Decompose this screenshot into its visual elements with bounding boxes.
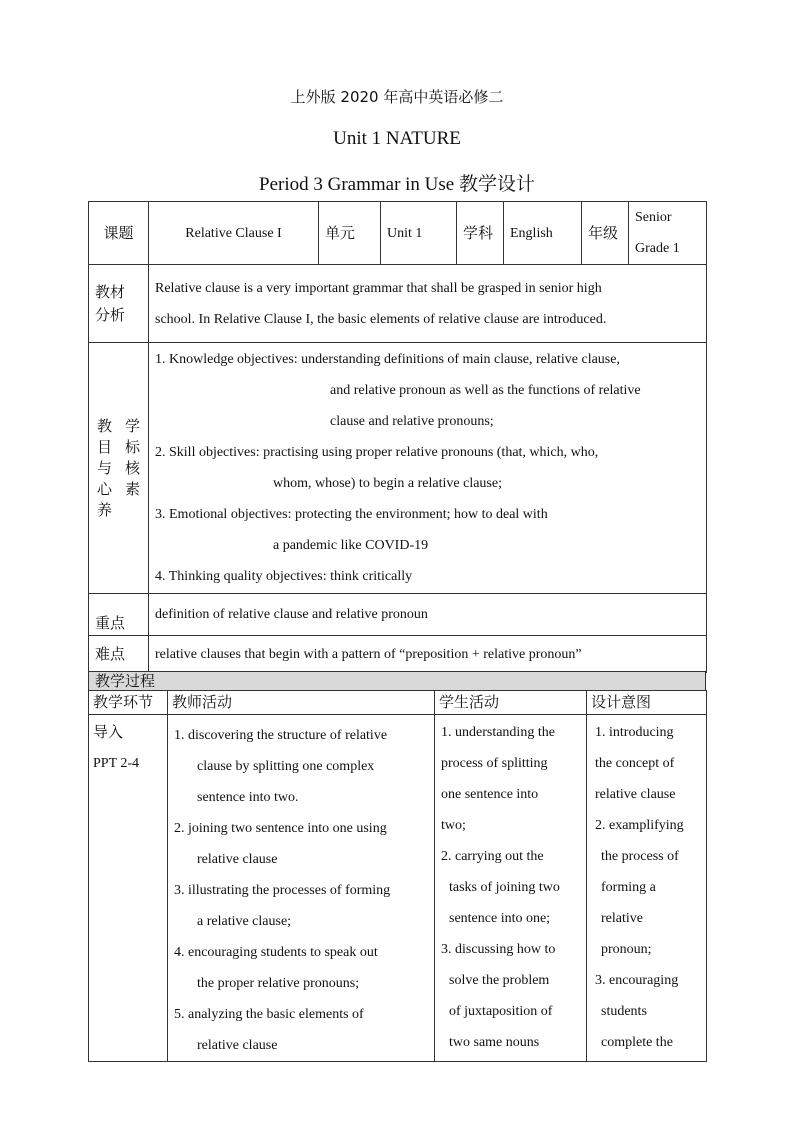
- objective-line: 3. Emotional objectives: protecting the environment; how to deal with: [155, 507, 548, 522]
- teacher-line: 2. joining two sentence into one using: [174, 821, 387, 836]
- lesson-info-table: [88, 201, 707, 673]
- objective-line: a pandemic like COVID-19: [273, 538, 429, 553]
- objectives-label-line: 养: [97, 500, 113, 519]
- objectives-text: [149, 343, 707, 594]
- difficulty-label: 难点: [89, 636, 149, 673]
- design-line: complete the: [601, 1035, 673, 1050]
- stage-ppt: PPT 2-4: [93, 756, 140, 771]
- key-point-label: 重点: [89, 594, 149, 636]
- key-point-text: definition of relative clause and relative pronoun: [149, 594, 707, 636]
- objectives-label-line: 教 学: [97, 416, 140, 435]
- doc-title-unit: Unit 1 NATURE: [333, 128, 461, 149]
- teacher-line: 3. illustrating the processes of forming: [174, 883, 391, 898]
- analysis-label-line2: 分析: [95, 305, 126, 324]
- analysis-label-line1: 教材: [95, 282, 126, 301]
- subject-label: 学科: [457, 202, 504, 265]
- objective-line: whom, whose) to begin a relative clause;: [273, 476, 502, 491]
- header-design: 设计意图: [587, 691, 707, 715]
- design-line: relative: [601, 911, 643, 926]
- design-line: 3. encouraging: [595, 973, 679, 988]
- doc-title-period: Period 3 Grammar in Use 教学设计: [259, 174, 535, 195]
- stage-cell: [89, 715, 168, 1062]
- objective-line: and relative pronoun as well as the functions of relative: [330, 383, 641, 398]
- analysis-text: [149, 265, 707, 343]
- student-line: 1. understanding the: [441, 725, 555, 740]
- design-line: the concept of: [595, 756, 675, 771]
- teacher-line: sentence into two.: [197, 790, 299, 805]
- objective-line: clause and relative pronouns;: [330, 414, 494, 429]
- design-line: 1. introducing: [595, 725, 674, 740]
- student-line: 3. discussing how to: [441, 942, 556, 957]
- student-line: two same nouns: [449, 1035, 540, 1050]
- teacher-line: 1. discovering the structure of relative: [174, 728, 388, 743]
- process-table: [88, 690, 707, 1062]
- objectives-label-line: 与 核: [97, 458, 140, 477]
- student-line: process of splitting: [441, 756, 548, 771]
- student-line: sentence into one;: [449, 911, 551, 926]
- stage-name: 导入: [93, 723, 124, 741]
- objective-line: 1. Knowledge objectives: understanding definitions of main clause, relative clause,: [155, 352, 620, 367]
- teacher-line: a relative clause;: [197, 914, 292, 929]
- student-line: 2. carrying out the: [441, 849, 544, 864]
- design-line: students: [601, 1004, 647, 1019]
- student-line: two;: [441, 818, 466, 833]
- grade-value-line2: Grade 1: [635, 241, 680, 256]
- analysis-line: school. In Relative Clause I, the basic elements of relative clause are introduced.: [155, 311, 607, 327]
- teacher-line: clause by splitting one complex: [197, 759, 375, 774]
- topic-label: 课题: [89, 202, 149, 265]
- grade-value-line1: Senior: [635, 210, 672, 225]
- objectives-label-line: 心 素: [97, 479, 140, 498]
- difficulty-text: relative clauses that begin with a pattern of “preposition + relative pronoun”: [149, 636, 707, 673]
- teacher-line: relative clause: [197, 852, 278, 867]
- process-section-header: 教学过程: [88, 671, 706, 690]
- grade-value: [629, 202, 707, 265]
- teacher-line: 4. encouraging students to speak out: [174, 945, 378, 960]
- objectives-label: [89, 343, 149, 594]
- header-stage: 教学环节: [89, 691, 168, 715]
- subject-value: English: [504, 202, 582, 265]
- design-line: relative clause: [595, 787, 676, 802]
- grade-label: 年级: [582, 202, 629, 265]
- student-line: of juxtaposition of: [449, 1004, 553, 1019]
- teacher-line: relative clause: [197, 1038, 278, 1053]
- student-line: tasks of joining two: [449, 880, 560, 895]
- design-line: pronoun;: [601, 942, 652, 957]
- topic-value: Relative Clause I: [149, 202, 319, 265]
- design-intentions: [587, 715, 707, 1062]
- objective-line: 4. Thinking quality objectives: think critically: [155, 569, 413, 584]
- objectives-label-line: 目 标: [97, 437, 140, 456]
- analysis-label: [89, 265, 149, 343]
- unit-value: Unit 1: [381, 202, 457, 265]
- teacher-line: the proper relative pronouns;: [197, 976, 360, 991]
- design-line: the process of: [601, 849, 679, 864]
- student-line: one sentence into: [441, 787, 539, 802]
- header-student: 学生活动: [435, 691, 587, 715]
- header-teacher: 教师活动: [168, 691, 435, 715]
- objective-line: 2. Skill objectives: practising using proper relative pronouns (that, which, who,: [155, 445, 599, 460]
- teacher-activities: [168, 715, 435, 1062]
- unit-label: 单元: [319, 202, 381, 265]
- student-activities: [435, 715, 587, 1062]
- design-line: 2. examplifying: [595, 818, 684, 833]
- doc-title-line1: 上外版 2020 年高中英语必修二: [290, 88, 504, 106]
- design-line: forming a: [601, 880, 656, 895]
- teacher-line: 5. analyzing the basic elements of: [174, 1007, 364, 1022]
- analysis-line: Relative clause is a very important grammar that shall be grasped in senior high: [155, 280, 602, 296]
- student-line: solve the problem: [449, 973, 550, 988]
